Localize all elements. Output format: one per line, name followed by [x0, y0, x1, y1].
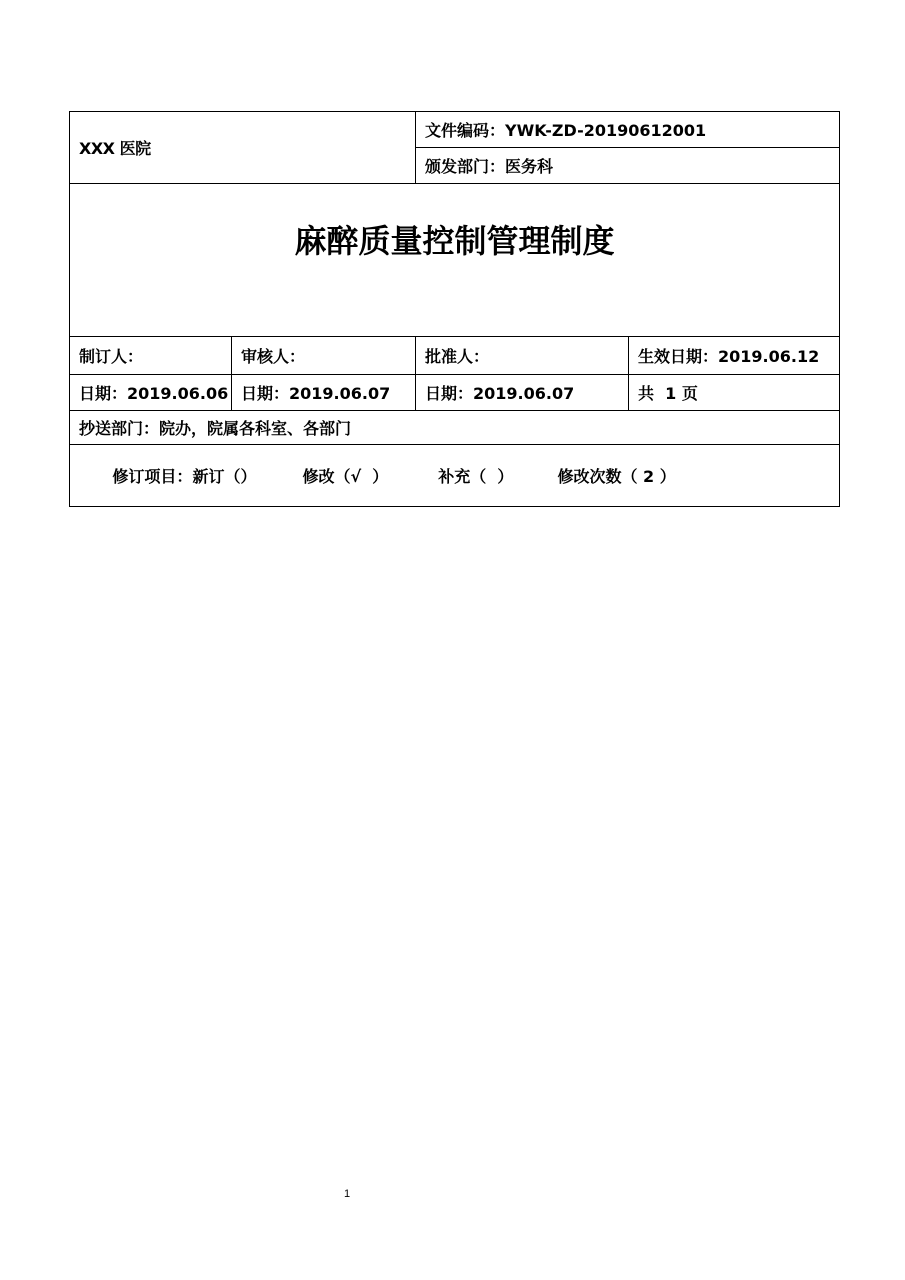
revision-new: 新订（） [192, 467, 257, 486]
drafter-label: 制订人： [70, 337, 232, 375]
page-total: 共 1 页 [629, 375, 840, 411]
issuing-dept-value: 医务科 [505, 157, 554, 176]
title-cell [70, 184, 840, 337]
hospital-name: XXX 医院 [70, 112, 416, 184]
revision-row [70, 445, 840, 507]
document-header-table [69, 111, 840, 507]
effective-date: 生效日期：2019.06.12 [629, 337, 840, 375]
approver-date: 日期：2019.06.07 [416, 375, 629, 411]
approver-label: 批准人： [416, 337, 629, 375]
reviewer-date: 日期：2019.06.07 [232, 375, 416, 411]
page-number: 1 [343, 1188, 351, 1200]
document-title: 麻醉质量控制管理制度 [294, 222, 615, 260]
file-code-value: YWK-ZD-20190612001 [505, 121, 707, 140]
file-code-label: 文件编码： [425, 121, 506, 140]
file-code-cell [416, 112, 840, 148]
distribution: 抄送部门：院办，院属各科室、各部门 [70, 411, 840, 445]
revision-label: 修订项目： [112, 467, 193, 486]
reviewer-label: 审核人： [232, 337, 416, 375]
drafter-date: 日期：2019.06.06 [70, 375, 232, 411]
issuing-dept-cell [416, 148, 840, 184]
issuing-dept-label: 颁发部门： [425, 157, 506, 176]
revision-supplement: 补充（ ） [438, 467, 514, 486]
revision-modify: 修改（√ ） [302, 467, 389, 486]
revision-count: 修改次数（ 2 ） [557, 467, 676, 486]
